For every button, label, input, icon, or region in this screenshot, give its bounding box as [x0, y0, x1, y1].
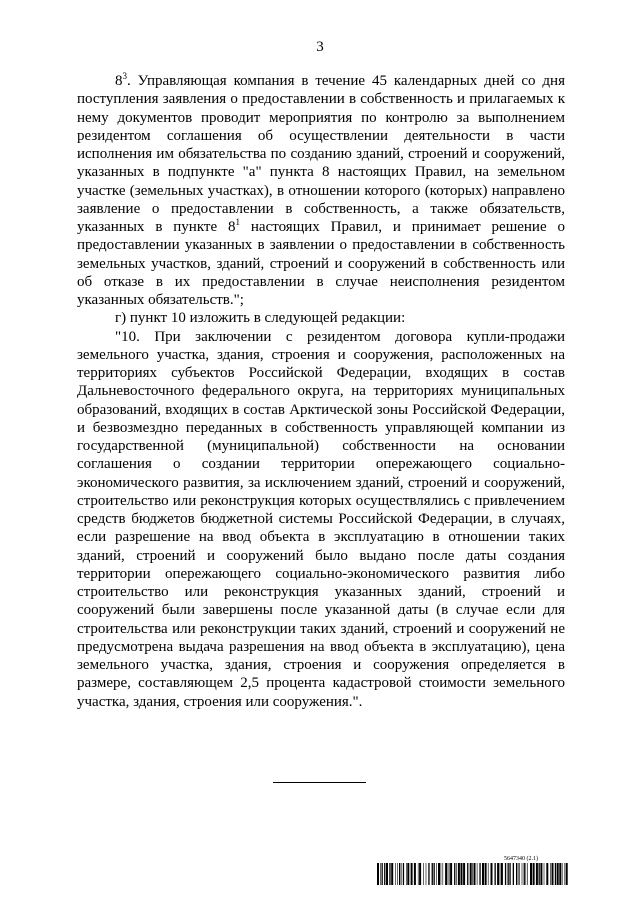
barcode-bar: [500, 863, 501, 885]
barcode-bar: [488, 863, 489, 885]
document-code: 5647340 (2.1): [504, 856, 538, 862]
paragraph-8-3: [77, 72, 565, 309]
barcode: [377, 863, 569, 885]
barcode-bar: [407, 863, 409, 885]
barcode-bar: [472, 863, 473, 885]
barcode-bar: [470, 863, 472, 885]
barcode-bar: [533, 863, 535, 885]
barcode-bar: [552, 863, 554, 885]
barcode-bar: [519, 863, 520, 885]
barcode-bar: [540, 863, 542, 885]
barcode-bar: [399, 863, 400, 885]
barcode-bar: [428, 863, 429, 885]
barcode-bar: [530, 863, 532, 885]
barcode-bar: [467, 863, 468, 885]
barcode-bar: [508, 863, 509, 885]
barcode-bar: [384, 863, 385, 885]
barcode-bar: [449, 863, 450, 885]
barcode-bar: [434, 863, 435, 885]
barcode-bar: [395, 863, 396, 885]
barcode-bar: [544, 863, 545, 885]
document-body: [77, 72, 565, 711]
barcode-bar: [491, 863, 493, 885]
barcode-bar: [458, 863, 460, 885]
barcode-bar: [419, 863, 421, 885]
barcode-bar: [389, 863, 390, 885]
barcode-bar: [501, 863, 503, 885]
barcode-bar: [526, 863, 527, 885]
barcode-bar: [448, 863, 449, 885]
barcode-bar: [414, 863, 416, 885]
barcode-bar: [401, 863, 402, 885]
barcode-bar: [438, 863, 440, 885]
barcode-bar: [557, 863, 559, 885]
paragraph-lead: 8: [115, 73, 123, 89]
barcode-bar: [485, 863, 487, 885]
barcode-bar: [479, 863, 480, 885]
barcode-bar: [518, 863, 519, 885]
paragraph-text: . Управляющая компания в течение 45 календарных дней со дня поступления заявления о предоставлении в собственность и прилагаемых к нему документов проводит мероприятия по контролю за выполнением резидентом соглашения об осуществлении деятельности в части исполнения им обязательства по созданию зданий, строений и сооружений, указанных в подпункте "а" пункта 8 настоящих Правил, на земельном участке (земельных участках), в отношении которого (которых) направлено заявление о предоставлении в собственность, а также обязательств, указанных в пункте 8: [77, 73, 565, 235]
barcode-bar: [559, 863, 561, 885]
page-number: 3: [316, 39, 324, 55]
barcode-bar: [566, 863, 568, 885]
barcode-bar: [477, 863, 478, 885]
paragraph-10: "10. При заключении с резидентом договора купли-продажи земельного участка, здания, строения и сооружения, расположенных на территориях субъектов Российской Федерации, входящих в состав Дальневосточного федерального округа, на территориях муниципальных образований, входящих в состав Арктической зоны Российской Федерации, и безвозмездно переданных в собственность управляющей компании из государственной (муниципальной) собственности на основании соглашения о создании территории опережающего социально-экономического развития, за исключением зданий, строений и сооружений, строительство или реконструкция которых осуществлялись с привлечением средств бюджетов бюджетной системы Российской Федерации, в случаях, если разрешение на ввод объекта в эксплуатацию в отношении таких зданий, строений и сооружений было выдано после даты создания территории опережающего социально-экономического развития либо строительство или реконструкция указанных зданий, строений и сооружений были завершены после указанной даты (в случае если для строительства или реконструкции таких зданий, строений и сооружений не предусмотрена выдача разрешения на ввод объекта в эксплуатацию), цена земельного участка, здания, строения и сооружения определяется в размере, составляющем 2,5 процента кадастровой стоимости земельного участка, здания, строения или сооружения.".: [77, 328, 565, 710]
superscript: 3: [122, 71, 127, 81]
barcode-bar: [516, 863, 517, 885]
barcode-bar: [539, 863, 540, 885]
barcode-bar: [550, 863, 551, 885]
barcode-bar: [403, 863, 404, 885]
barcode-bar: [406, 863, 407, 885]
barcode-bar: [546, 863, 548, 885]
end-rule: [273, 782, 366, 783]
barcode-bar: [445, 863, 447, 885]
barcode-bar: [527, 863, 528, 885]
barcode-bar: [432, 863, 433, 885]
barcode-bar: [565, 863, 566, 885]
barcode-bar: [380, 863, 381, 885]
barcode-bar: [509, 863, 510, 885]
barcode-bar: [536, 863, 538, 885]
paragraph-g: г) пункт 10 изложить в следующей редакции:: [115, 310, 406, 327]
barcode-bar: [522, 863, 523, 885]
barcode-bar: [436, 863, 437, 885]
barcode-bar: [411, 863, 413, 885]
barcode-bar: [461, 863, 463, 885]
barcode-bar: [423, 863, 424, 885]
barcode-bar: [495, 863, 496, 885]
barcode-bar: [377, 863, 379, 885]
barcode-bar: [443, 863, 444, 885]
barcode-bar: [505, 863, 506, 885]
barcode-bar: [497, 863, 499, 885]
barcode-bar: [463, 863, 465, 885]
barcode-bar: [456, 863, 457, 885]
barcode-bar: [555, 863, 556, 885]
barcode-bar: [524, 863, 525, 885]
barcode-bar: [397, 863, 398, 885]
barcode-bar: [382, 863, 383, 885]
barcode-bar: [474, 863, 476, 885]
paragraph-text-tail: настоящих Правил, и принимает решение о предоставлении указанных в заявлении о предоставлении в собственность земельных участков, зданий, строений и сооружений в собственность или об отказе в их предоставлении в случае неисполнения резидентом указанных обязательств.";: [77, 219, 565, 308]
barcode-bar: [426, 863, 427, 885]
superscript: 1: [235, 217, 241, 227]
barcode-bar: [513, 863, 514, 885]
barcode-bar: [391, 863, 393, 885]
barcode-bar: [386, 863, 388, 885]
barcode-bar: [418, 863, 419, 885]
barcode-bar: [454, 863, 455, 885]
barcode-bar: [562, 863, 563, 885]
barcode-bar: [482, 863, 484, 885]
barcode-bar: [441, 863, 442, 885]
barcode-bar: [450, 863, 452, 885]
